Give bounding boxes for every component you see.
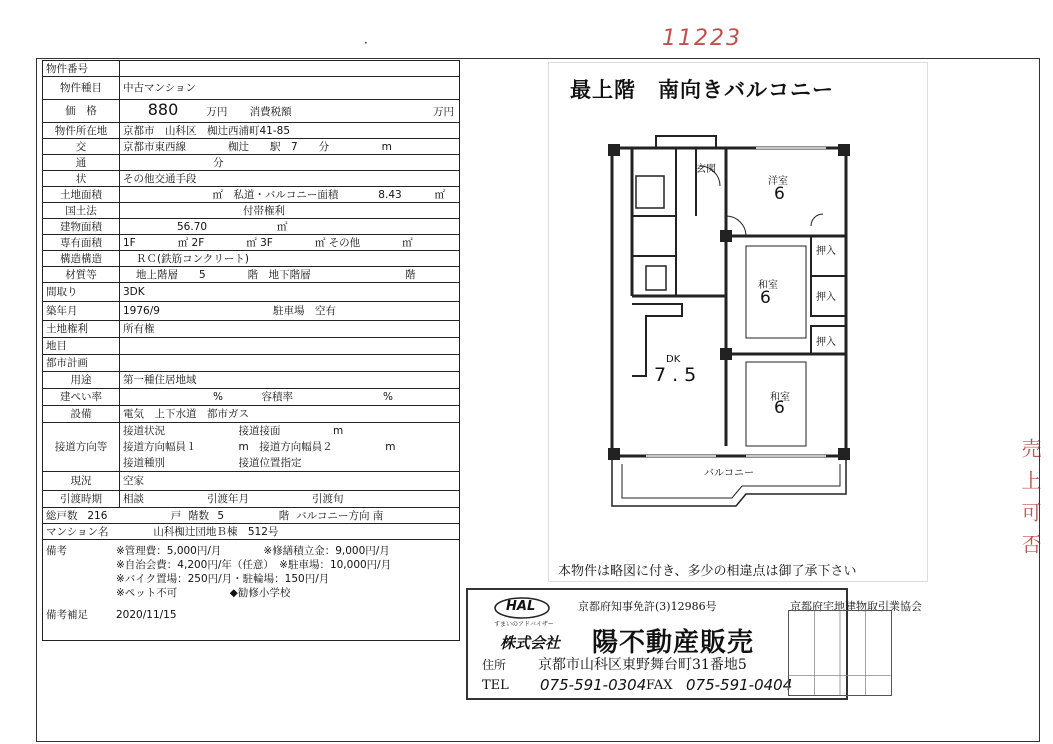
transport-line-3: その他交通手段 (120, 171, 460, 187)
balcony-area-label: 私道・バルコニー面積 (233, 188, 339, 201)
building-area-label: 建物面積 (43, 219, 120, 235)
table-row (43, 283, 460, 302)
structure-value: ＲＣ(鉄筋コンクリート) (120, 251, 460, 267)
floors-count: 5 (217, 509, 225, 522)
room-1-name: 洋室 (768, 176, 788, 187)
location-label: 物件所在地 (43, 123, 120, 139)
land-right-label: 土地権利 (43, 321, 120, 338)
transport-label-1: 交 (43, 139, 120, 155)
room-2-name: 和室 (758, 280, 778, 291)
handover-value: 相談 引渡年月 引渡旬 (120, 491, 460, 508)
land-category-label: 地目 (43, 338, 120, 355)
land-area-label: 土地面積 (43, 187, 120, 203)
building-area-value: 56.70 (177, 220, 208, 233)
mansion-row (43, 524, 460, 540)
city-plan-label: 都市計画 (43, 355, 120, 372)
table-row (43, 100, 460, 123)
remarks-line: ※管理費：5,000円/月 ※修繕積立金：9,000円/月 (116, 545, 390, 557)
building-area-unit: ㎡ (277, 220, 288, 233)
location-value: 京都市 山科区 椥辻西浦町41-85 (120, 123, 460, 139)
table-row (43, 203, 460, 219)
remarks-label: 備考 (46, 545, 67, 557)
table-row (43, 540, 460, 641)
facilities-value: 電気 上下水道 都市ガス (120, 406, 460, 423)
floor-area-label: 専有面積 (43, 235, 120, 251)
table-row (43, 372, 460, 389)
handwritten-side-note: 売上可否 (1018, 438, 1042, 566)
layout-label: 間取り (43, 283, 120, 302)
room-4-name: 和室 (770, 392, 790, 403)
units-row (43, 508, 460, 524)
tel-label: TEL (482, 678, 509, 693)
room-3-name: DK (666, 354, 681, 365)
handover-label: 引渡時期 (43, 491, 120, 508)
floors-unit: 階 (278, 509, 290, 522)
price-cell (120, 100, 460, 123)
table-row (43, 508, 460, 524)
type-label: 物件種目 (43, 77, 120, 100)
remarks-line: ※自治会費：4,200円/年（任意） ※駐車場：10,000円/月 (116, 559, 392, 571)
handwritten-number: 11223 (662, 26, 742, 51)
entrance-label: 玄関 (696, 164, 716, 175)
table-row (43, 389, 460, 406)
table-row (43, 267, 460, 283)
table-row (43, 524, 460, 540)
floors-value: 地上階層 5 階 地下階層 階 (120, 267, 460, 283)
land-right-value: 所有権 (120, 321, 460, 338)
mansion-value: 山科椥辻団地Ｂ棟 512号 (153, 525, 279, 538)
fax-label: FAX (646, 678, 673, 693)
table-row (43, 155, 460, 171)
table-row (43, 77, 460, 100)
property-no-label: 物件番号 (43, 61, 120, 77)
material-label: 材質等 (43, 267, 120, 283)
type-value: 中古マンション (120, 77, 460, 100)
road-line-1: 接道状況 接道接面 m (123, 425, 344, 437)
remarks-line: ※ペット不可 ◆勧修小学校 (116, 587, 291, 599)
use-value: 第一種住居地域 (120, 372, 460, 389)
table-row (43, 219, 460, 235)
address-label: 住所 (482, 658, 507, 672)
land-area-unit: ㎡ (212, 188, 223, 201)
room-3-size: 7.5 (654, 364, 703, 386)
remarks-line: ※バイク置場：250円/月・駐輪場：150円/月 (116, 573, 330, 585)
building-area-cell (120, 219, 460, 235)
use-label: 用途 (43, 372, 120, 389)
units-value: 216 (87, 509, 108, 522)
fax-number: 075-591-0404 (686, 676, 793, 694)
floorplan-headline: 最上階 南向きバルコニー (570, 78, 834, 102)
table-row (43, 423, 460, 472)
balcony-area-value: 8.43 (378, 188, 402, 201)
table-row (43, 321, 460, 338)
structure-label: 構造構造 (43, 251, 120, 267)
price-unit: 万円 (206, 106, 228, 118)
far-label: 容積率 (261, 391, 293, 403)
scan-dot: · (364, 36, 368, 50)
company-prefix: 株式会社 (500, 634, 561, 652)
remarks-extra-value: 2020/11/15 (116, 609, 177, 621)
road-line-2: 接道方向幅員１ m 接道方向幅員２ m (123, 441, 396, 453)
parking-value: 空有 (315, 305, 336, 317)
table-row (43, 123, 460, 139)
status-value: 空家 (120, 472, 460, 491)
room-4-size: 6 (774, 398, 785, 418)
closet-label: 押入 (816, 337, 836, 348)
room-2-size: 6 (760, 288, 771, 308)
attached-rights-label: 付帯権利 (243, 204, 285, 217)
mansion-label: マンション名 (46, 525, 109, 538)
coverage-label: 建ぺい率 (43, 389, 120, 406)
table-row (43, 139, 460, 155)
logo-subtitle: すまいのアドバイザー (494, 621, 554, 628)
city-plan-value (120, 355, 460, 372)
company-address: 京都市山科区東野舞台町31番地5 (538, 657, 747, 673)
logo-text: HAL (506, 599, 536, 614)
property-table (42, 60, 460, 641)
floor-area-value: 1F ㎡ 2F ㎡ 3F ㎡ その他 ㎡ (120, 235, 460, 251)
floors-label: 階数 (188, 509, 210, 522)
transport-label-2: 通 (43, 155, 120, 171)
remarks-cell (43, 540, 460, 641)
table-row (43, 406, 460, 423)
coverage-unit: % (213, 391, 223, 403)
road-line-3: 接道種別 接道位置指定 (123, 457, 302, 469)
transport-label-3: 状 (43, 171, 120, 187)
price-value: 880 (147, 100, 179, 119)
transport-line-2 (120, 155, 460, 171)
transport-minutes: 分 (213, 156, 224, 169)
far-unit: % (383, 391, 393, 403)
facilities-label: 設備 (43, 406, 120, 423)
tax-label: 消費税額 (249, 106, 292, 118)
land-area-cell (120, 187, 460, 203)
balcony-dir-label: バルコニー方向 (296, 509, 370, 522)
transport-line-1: 京都市東西線 椥辻 駅 7 分 m (120, 139, 460, 155)
balcony-area-unit: ㎡ (434, 188, 446, 201)
table-row (43, 338, 460, 355)
tel-number: 075-591-0304 (540, 676, 647, 694)
built-cell (120, 302, 460, 321)
road-cell (120, 423, 460, 472)
built-value: 1976/9 (123, 305, 160, 317)
license-number: 京都府知事免許(3)12986号 (578, 600, 717, 613)
property-no-value (120, 61, 460, 77)
price-label: 価 格 (43, 100, 120, 123)
company-name: 陽不動産販売 (592, 628, 755, 658)
status-label: 現況 (43, 472, 120, 491)
balcony-label: バルコニー (704, 468, 754, 479)
layout-value: 3DK (120, 283, 460, 302)
floorplan-drawing (596, 126, 866, 516)
law-label: 国土法 (43, 203, 120, 219)
table-row (43, 472, 460, 491)
tax-unit: 万円 (433, 106, 455, 118)
table-row (43, 355, 460, 372)
closet-label: 押入 (816, 246, 836, 257)
units-label: 総戸数 (46, 509, 78, 522)
table-row (43, 302, 460, 321)
table-row (43, 171, 460, 187)
association-name: 京都府宅地建物取引業協会 (790, 600, 922, 613)
remarks-extra-label: 備考補足 (46, 609, 88, 621)
floorplan-disclaimer: 本物件は略図に付き、多少の相違点は御了承下さい (558, 564, 857, 579)
table-row (43, 251, 460, 267)
parking-label: 駐車場 (273, 305, 305, 317)
table-row (43, 491, 460, 508)
association-stamp-grid (788, 610, 892, 696)
table-row (43, 187, 460, 203)
built-label: 築年月 (43, 302, 120, 321)
table-row (43, 61, 460, 77)
road-label: 接道方向等 (43, 423, 120, 472)
units-unit: 戸 (170, 509, 182, 522)
table-row (43, 235, 460, 251)
land-category-value (120, 338, 460, 355)
balcony-dir-value: 南 (372, 509, 384, 522)
law-cell (120, 203, 460, 219)
coverage-cell (120, 389, 460, 406)
closet-label: 押入 (816, 292, 836, 303)
room-1-size: 6 (774, 184, 785, 204)
